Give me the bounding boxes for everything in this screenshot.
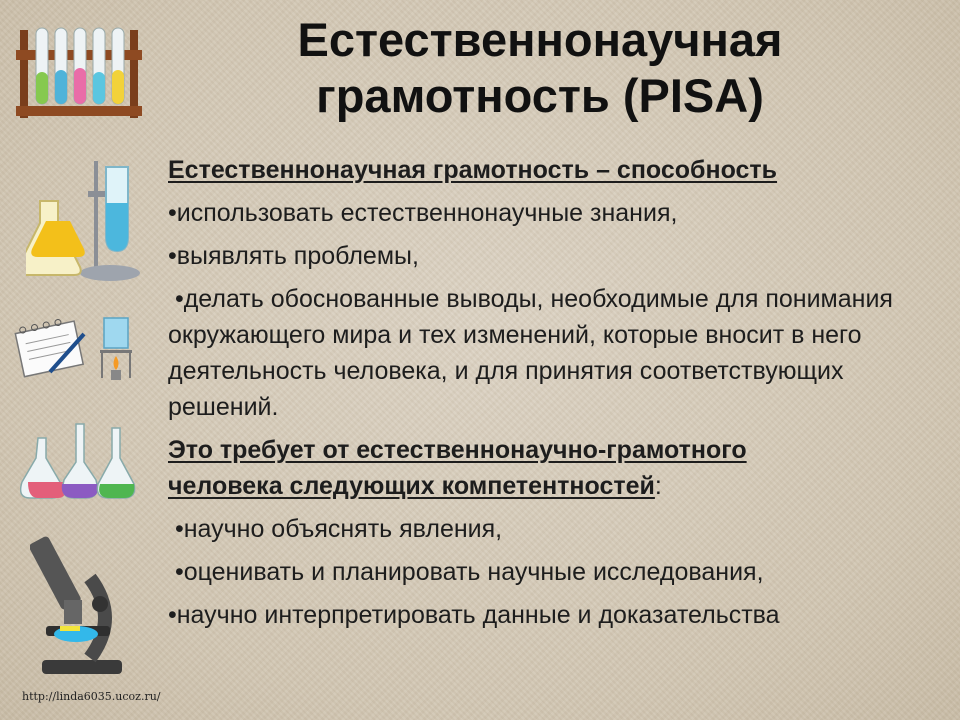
requirement-colon: : — [654, 472, 662, 500]
ability-item-1: •использовать естественнонаучные знания, — [168, 199, 678, 227]
flask-and-beaker-icon — [26, 155, 146, 285]
test-tube-rack-icon — [14, 20, 144, 122]
requirement-line-1: Это требует от естественнонаучно-грамотного — [168, 436, 747, 464]
competency-item-1: •научно объяснять явления, — [168, 515, 503, 543]
title-line-2: грамотность (PISA) — [316, 69, 764, 122]
slide-body — [168, 152, 928, 633]
notebook-and-burner-icon — [14, 312, 144, 386]
ability-item-2: •выявлять проблемы, — [168, 242, 419, 270]
flasks-icon — [20, 418, 140, 504]
requirement-heading — [168, 432, 928, 504]
slide-title — [190, 12, 890, 124]
definition-heading: Естественнонаучная грамотность – способность — [168, 156, 778, 184]
requirement-line-2: человека следующих компетентностей — [168, 472, 655, 500]
source-url-caption: http://linda6035.ucoz.ru/ — [22, 690, 161, 703]
competency-item-2: •оценивать и планировать научные исследования, — [168, 558, 764, 586]
microscope-icon — [30, 530, 140, 680]
title-line-1: Естественнонаучная — [297, 13, 783, 66]
competency-item-3: •научно интерпретировать данные и доказательства — [168, 601, 780, 629]
ability-item-3: •делать обоснованные выводы, необходимые для понимания окружающего мира и тех изменений, которые вносит в него деятельность человека, и для принятия соответствующих решений. — [168, 285, 900, 421]
